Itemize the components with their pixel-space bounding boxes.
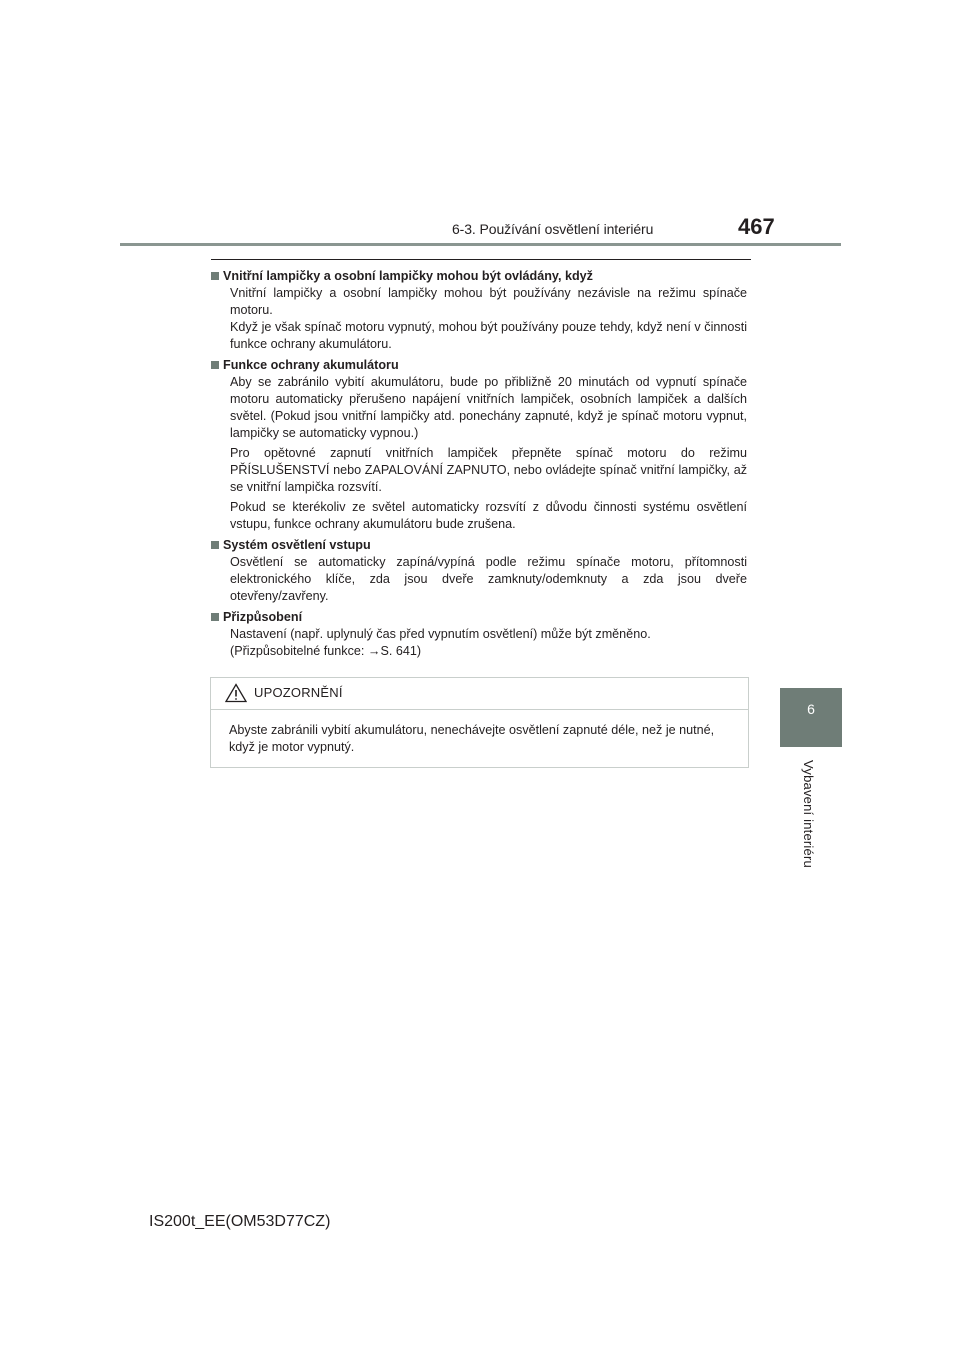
square-bullet-icon: [211, 613, 219, 621]
section-body: [211, 554, 747, 605]
section-heading: [211, 268, 747, 285]
section-heading-text: Přizpůsobení: [223, 610, 303, 624]
section-body: [211, 626, 747, 660]
warning-header: [211, 678, 748, 710]
section-heading-text: Funkce ochrany akumulátoru: [223, 358, 399, 372]
paragraph: Vnitřní lampičky a osobní lampičky mohou být používány nezávisle na režimu spínače motoru. Když je však spínač motoru vypnutý, mohou být používány pouze tehdy, když není v činnosti funkce ochrany akumulátoru.: [230, 286, 747, 351]
footer-model-code: IS200t_EE(OM53D77CZ): [149, 1213, 331, 1230]
section-heading: [211, 609, 747, 626]
paragraph: Nastavení (např. uplynulý čas před vypnutím osvětlení) může být změněno. (Přizpůsobitelné funkce: →S. 641): [230, 627, 651, 658]
warning-text: Abyste zabránili vybití akumulátoru, nenechávejte osvětlení zapnuté déle, než je nutné, když je motor vypnutý.: [229, 723, 715, 754]
header-divider: [120, 243, 841, 246]
section-customization: [211, 609, 747, 660]
main-content: [211, 268, 747, 664]
section-heading: [211, 357, 747, 374]
paragraph: Aby se zabránilo vybití akumulátoru, bude po přibližně 20 minutách od vypnutí spínače motoru automaticky přerušeno napájení vnitřních lampiček, osobních lampiček a dalších světel. (Pokud jsou vnitřní lampičky atd. ponechány zapnuté, když je spínač motoru vypnut, lampičky se automaticky vypnou.): [230, 375, 747, 440]
section-body: [211, 285, 747, 353]
content-top-divider: [211, 259, 751, 260]
warning-box: [210, 677, 749, 768]
paragraph: Pro opětovné zapnutí vnitřních lampiček přepněte spínač motoru do režimu PŘÍSLUŠENSTVÍ nebo ZAPALOVÁNÍ ZAPNUTO, nebo ovládejte spínač vnitřní lampičky, až se vnitřní lampička rozsvítí.: [230, 446, 747, 494]
page-number: 467: [738, 214, 775, 239]
square-bullet-icon: [211, 361, 219, 369]
section-heading: [211, 537, 747, 554]
chapter-tab: 6: [780, 688, 842, 747]
paragraph: Osvětlení se automaticky zapíná/vypíná podle režimu spínače motoru, přítomnosti elektronického klíče, zda jsou dveře zamknuty/odemknuty a zda jsou dveře otevřeny/zavřeny.: [230, 555, 747, 603]
header-section-title: 6-3. Používání osvětlení interiéru: [452, 221, 654, 237]
warning-triangle-icon: [225, 683, 247, 703]
square-bullet-icon: [211, 541, 219, 549]
section-body: [211, 374, 747, 533]
section-interior-lights-operation: [211, 268, 747, 353]
chapter-side-title: Vybavení interiéru: [801, 760, 816, 868]
section-illuminated-entry: [211, 537, 747, 605]
section-heading-text: Vnitřní lampičky a osobní lampičky mohou být ovládány, když: [223, 269, 593, 283]
paragraph: Pokud se kterékoliv ze světel automaticky rozsvítí z důvodu činnosti systému osvětlení vstupu, funkce ochrany akumulátoru bude zrušena.: [230, 500, 747, 531]
section-heading-text: Systém osvětlení vstupu: [223, 538, 371, 552]
warning-title: UPOZORNĚNÍ: [254, 685, 343, 700]
square-bullet-icon: [211, 272, 219, 280]
section-battery-saver: [211, 357, 747, 533]
